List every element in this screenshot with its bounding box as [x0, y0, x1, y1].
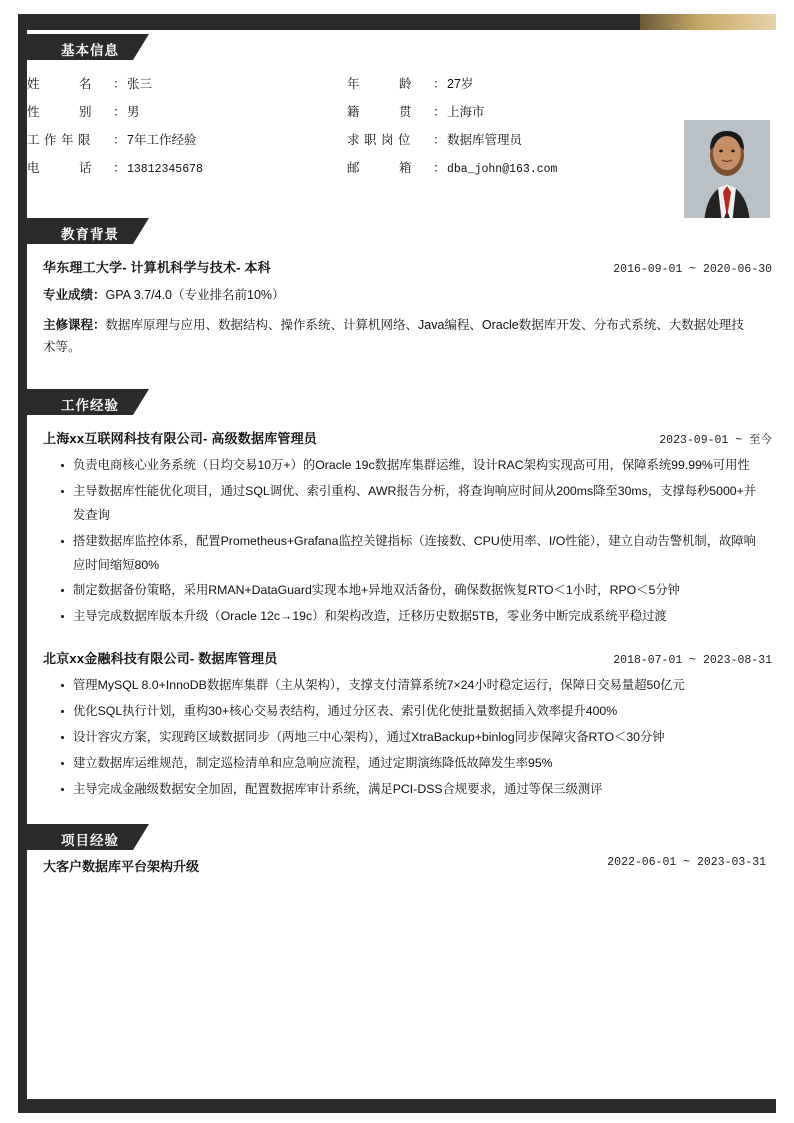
info-value-age: 27岁 — [447, 77, 474, 91]
education-gpa-line — [27, 281, 776, 311]
avatar — [684, 120, 770, 224]
basic-info-right-column — [347, 74, 667, 186]
list-item: 主导数据库性能优化项目，通过SQL调优、索引重构、AWR报告分析，将查询响应时间从200ms降至30ms，支撑每秒5000+并发查询 — [61, 480, 768, 528]
work-entry-2 — [27, 639, 776, 812]
basic-info-left-column — [27, 74, 347, 186]
info-colon: ： — [433, 105, 446, 119]
work-header-row — [27, 423, 776, 452]
info-row-target-position — [347, 130, 667, 158]
work-company-title: 北京xx金融科技有限公司- 数据库管理员 — [43, 651, 278, 667]
info-colon: ： — [113, 161, 126, 175]
education-date-range: 2016-09-01 ~ 2020-06-30 — [613, 263, 772, 276]
work-company-title: 上海xx互联网科技有限公司- 高级数据库管理员 — [43, 430, 318, 446]
basic-info-body — [27, 60, 776, 196]
info-colon: ： — [433, 161, 446, 175]
list-item: 主导完成数据库版本升级（Oracle 12c→19c）和架构改造，迁移历史数据5TB，零业务中断完成系统平稳过渡 — [61, 605, 768, 629]
banner-notch — [133, 389, 149, 415]
info-value-phone: 13812345678 — [127, 163, 203, 176]
section-title-work: 工作经验 — [61, 397, 119, 413]
section-title-basic: 基本信息 — [61, 43, 119, 58]
banner-tail — [149, 824, 776, 850]
list-item: 主导完成金融级数据安全加固，配置数据库审计系统，满足PCI-DSS合规要求，通过等保三级测评 — [61, 778, 768, 802]
info-label-email: 邮 箱 — [347, 161, 413, 175]
info-value-hometown: 上海市 — [447, 105, 485, 119]
resume-content — [27, 34, 776, 875]
info-label-target-position: 求 职 岗 位 — [347, 133, 411, 147]
section-banner-project — [27, 824, 776, 850]
work-bullet-list — [27, 452, 776, 634]
list-item: 优化SQL执行计划，重构30+核心交易表结构，通过分区表、索引优化使批量数据插入效率提升400% — [61, 700, 768, 724]
education-courses-line — [27, 311, 776, 363]
info-row-experience-years — [27, 130, 347, 158]
info-label-gender: 性 别 — [27, 105, 93, 119]
section-work-experience — [27, 389, 776, 813]
education-header-row — [27, 252, 776, 281]
list-item: 制定数据备份策略，采用RMAN+DataGuard实现本地+异地双活备份，确保数据恢复RTO＜1小时，RPO＜5分钟 — [61, 579, 768, 603]
work-date-range: 2018-07-01 ~ 2023-08-31 — [613, 654, 772, 668]
info-row-phone — [27, 158, 347, 186]
section-project-experience — [27, 824, 776, 875]
education-school-line: 华东理工大学- 计算机科学与技术- 本科 — [43, 260, 271, 275]
section-banner-work — [27, 389, 776, 415]
info-colon: ： — [433, 77, 446, 91]
work-bullet-list — [27, 672, 776, 806]
banner-tail — [149, 34, 776, 60]
info-value-target-position: 数据库管理员 — [447, 133, 523, 147]
education-courses-value: 数据库原理与应用、数据结构、操作系统、计算机网络、Java编程、Oracle数据库开发、分布式系统、大数据处理技术等。 — [43, 317, 744, 354]
top-decor-bar-gold — [640, 14, 776, 30]
info-label-hometown: 籍 贯 — [347, 105, 413, 119]
section-banner-basic — [27, 34, 776, 60]
project-title: 大客户数据库平台架构升级 — [43, 859, 200, 875]
education-gpa-label: 专业成绩： — [43, 288, 106, 302]
banner-tail — [149, 389, 776, 415]
info-row-gender — [27, 102, 347, 130]
section-banner-education — [27, 218, 776, 244]
education-gpa-value: GPA 3.7/4.0（专业排名前10%） — [105, 288, 285, 302]
banner-notch — [133, 34, 149, 60]
work-entry-1 — [27, 415, 776, 640]
info-label-age: 年 龄 — [347, 77, 413, 91]
education-courses-label: 主修课程： — [43, 317, 106, 332]
info-value-name: 张三 — [127, 77, 153, 91]
info-row-email — [347, 158, 667, 186]
section-basic-info — [27, 34, 776, 196]
list-item: 管理MySQL 8.0+InnoDB数据库集群（主从架构），支撑支付清算系统7×24小时稳定运行，保障日交易量超50亿元 — [61, 674, 768, 698]
project-date-range: 2022-06-01 ~ 2023-03-31 — [607, 856, 766, 870]
section-title-project: 项目经验 — [61, 833, 119, 849]
work-date-range: 2023-09-01 ~ 至今 — [659, 433, 772, 447]
info-label-name: 姓 名 — [27, 77, 93, 91]
work-header-row — [27, 643, 776, 672]
basic-info-grid — [27, 74, 667, 186]
info-value-email: dba_john@163.com — [447, 163, 558, 176]
info-label-phone: 电 话 — [27, 161, 93, 175]
info-row-hometown — [347, 102, 667, 130]
list-item: 搭建数据库监控体系，配置Prometheus+Grafana监控关键指标（连接数、CPU使用率、I/O性能），建立自动告警机制，故障响应时间缩短80% — [61, 530, 768, 578]
portrait-photo-icon — [684, 120, 770, 224]
banner-tail — [149, 218, 776, 244]
education-entry — [27, 244, 776, 369]
info-colon: ： — [113, 105, 126, 119]
banner-notch — [133, 824, 149, 850]
info-colon: ： — [113, 133, 126, 147]
info-value-gender: 男 — [127, 105, 140, 119]
section-education — [27, 218, 776, 369]
info-label-experience-years: 工 作 年 限 — [27, 133, 91, 147]
list-item: 建立数据库运维规范，制定巡检清单和应急响应流程，通过定期演练降低故障发生率95% — [61, 752, 768, 776]
info-row-name — [27, 74, 347, 102]
project-entry-preview — [27, 850, 776, 875]
info-colon: ： — [433, 133, 446, 147]
info-value-experience-years: 7年工作经验 — [127, 133, 197, 147]
left-decor-rail — [18, 30, 27, 1099]
info-colon: ： — [113, 77, 126, 91]
list-item: 负责电商核心业务系统（日均交易10万+）的Oracle 19c数据库集群运维，设计RAC架构实现高可用，保障系统99.99%可用性 — [61, 454, 768, 478]
banner-notch — [133, 218, 149, 244]
info-row-age — [347, 74, 667, 102]
bottom-decor-bar — [18, 1099, 776, 1113]
section-title-education: 教育背景 — [61, 227, 119, 242]
list-item: 设计容灾方案，实现跨区域数据同步（两地三中心架构），通过XtraBackup+binlog同步保障灾备RTO＜30分钟 — [61, 726, 768, 750]
